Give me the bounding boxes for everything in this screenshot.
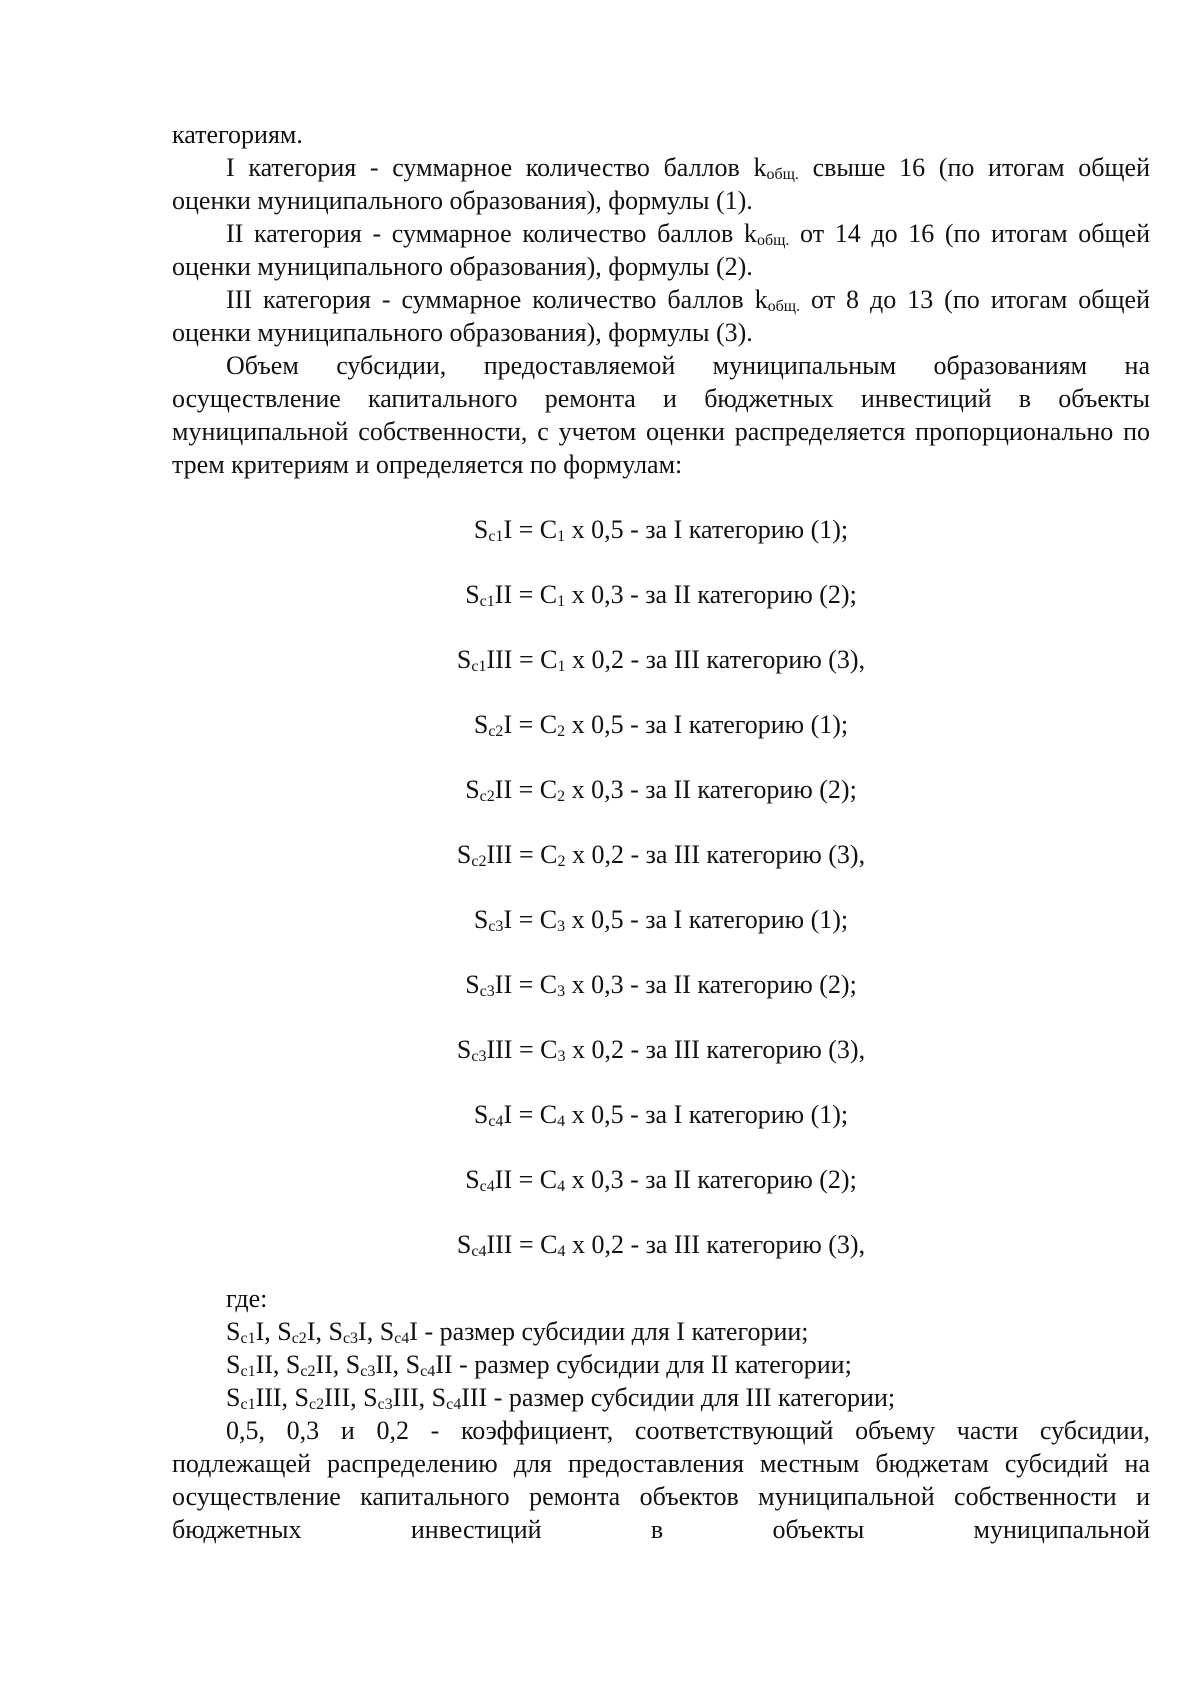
formula: $S_{c1}III = C_1$ х 0,2 - за III категорию (3), — [456, 645, 866, 675]
paragraph-subsidy-volume: Объем субсидии, предоставляемой муниципальным образованиям на осуществление капитального ремонта и бюджетных инвестиций в объекты муниципальной собственности, с учетом оценки распределяется пропорционально по трем критериям и определяется по формулам: — [172, 351, 1150, 479]
formula: $S_{c1}I = C_1$ х 0,5 - за I категорию (1); — [473, 515, 849, 545]
formula: $S_{c3}II = C_3$ х 0,3 - за II категорию (2); — [465, 970, 857, 1000]
formula-list — [172, 513, 1150, 1282]
paragraph-category-1: I категория - суммарное количество баллов $k_{общ.}$ свыше 16 (по итогам общей оценки муниципального образования), формулы (1). — [172, 153, 1150, 215]
paragraph-categories-tail: категориям. — [172, 120, 303, 149]
paragraph-category-2: II категория - суммарное количество баллов $k_{общ.}$ от 14 до 16 (по итогам общей оценки муниципального образования), формулы (2). — [172, 219, 1150, 281]
formula: $S_{c2}III = C_2$ х 0,2 - за III категорию (3), — [456, 840, 866, 870]
where-label: где: — [226, 1284, 268, 1313]
where-line-category-2: $S_{c1}II$, $S_{c2}II$, $S_{c3}II$, $S_{c4}II$ - размер субсидии для II категории; — [226, 1350, 852, 1380]
where-line-category-3: $S_{c1}III$, $S_{c2}III$, $S_{c3}III$, $S_{c4}III$ - размер субсидии для III категории; — [226, 1383, 896, 1413]
formula: $S_{c2}I = C_2$ х 0,5 - за I категорию (1); — [473, 710, 849, 740]
formula: $S_{c1}II = C_1$ х 0,3 - за II категорию (2); — [465, 580, 857, 610]
formula: $S_{c4}III = C_4$ х 0,2 - за III категорию (3), — [456, 1230, 866, 1260]
formula: $S_{c4}I = C_4$ х 0,5 - за I категорию (1); — [473, 1100, 849, 1130]
where-line-category-1: $S_{c1}I$, $S_{c2}I$, $S_{c3}I$, $S_{c4}I$ - размер субсидии для I категории; — [226, 1317, 809, 1347]
paragraph-category-3: III категория - суммарное количество баллов $k_{общ.}$ от 8 до 13 (по итогам общей оценки муниципального образования), формулы (3). — [172, 285, 1150, 347]
formula: $S_{c3}III = C_3$ х 0,2 - за III категорию (3), — [456, 1035, 866, 1065]
formula: $S_{c3}I = C_3$ х 0,5 - за I категорию (1); — [473, 905, 849, 935]
formula: $S_{c4}II = C_4$ х 0,3 - за II категорию (2); — [465, 1165, 857, 1195]
formula: $S_{c2}II = C_2$ х 0,3 - за II категорию (2); — [465, 775, 857, 805]
document-page — [172, 118, 1150, 1546]
paragraph-coefficient: 0,5, 0,3 и 0,2 - коэффициент, соответствующий объему части субсидии, подлежащей распределению для предоставления местным бюджетам субсидий на осуществление капитального ремонта объектов муниципальной собственности и бюджетных инвестиций в объекты муниципальной — [172, 1416, 1150, 1544]
